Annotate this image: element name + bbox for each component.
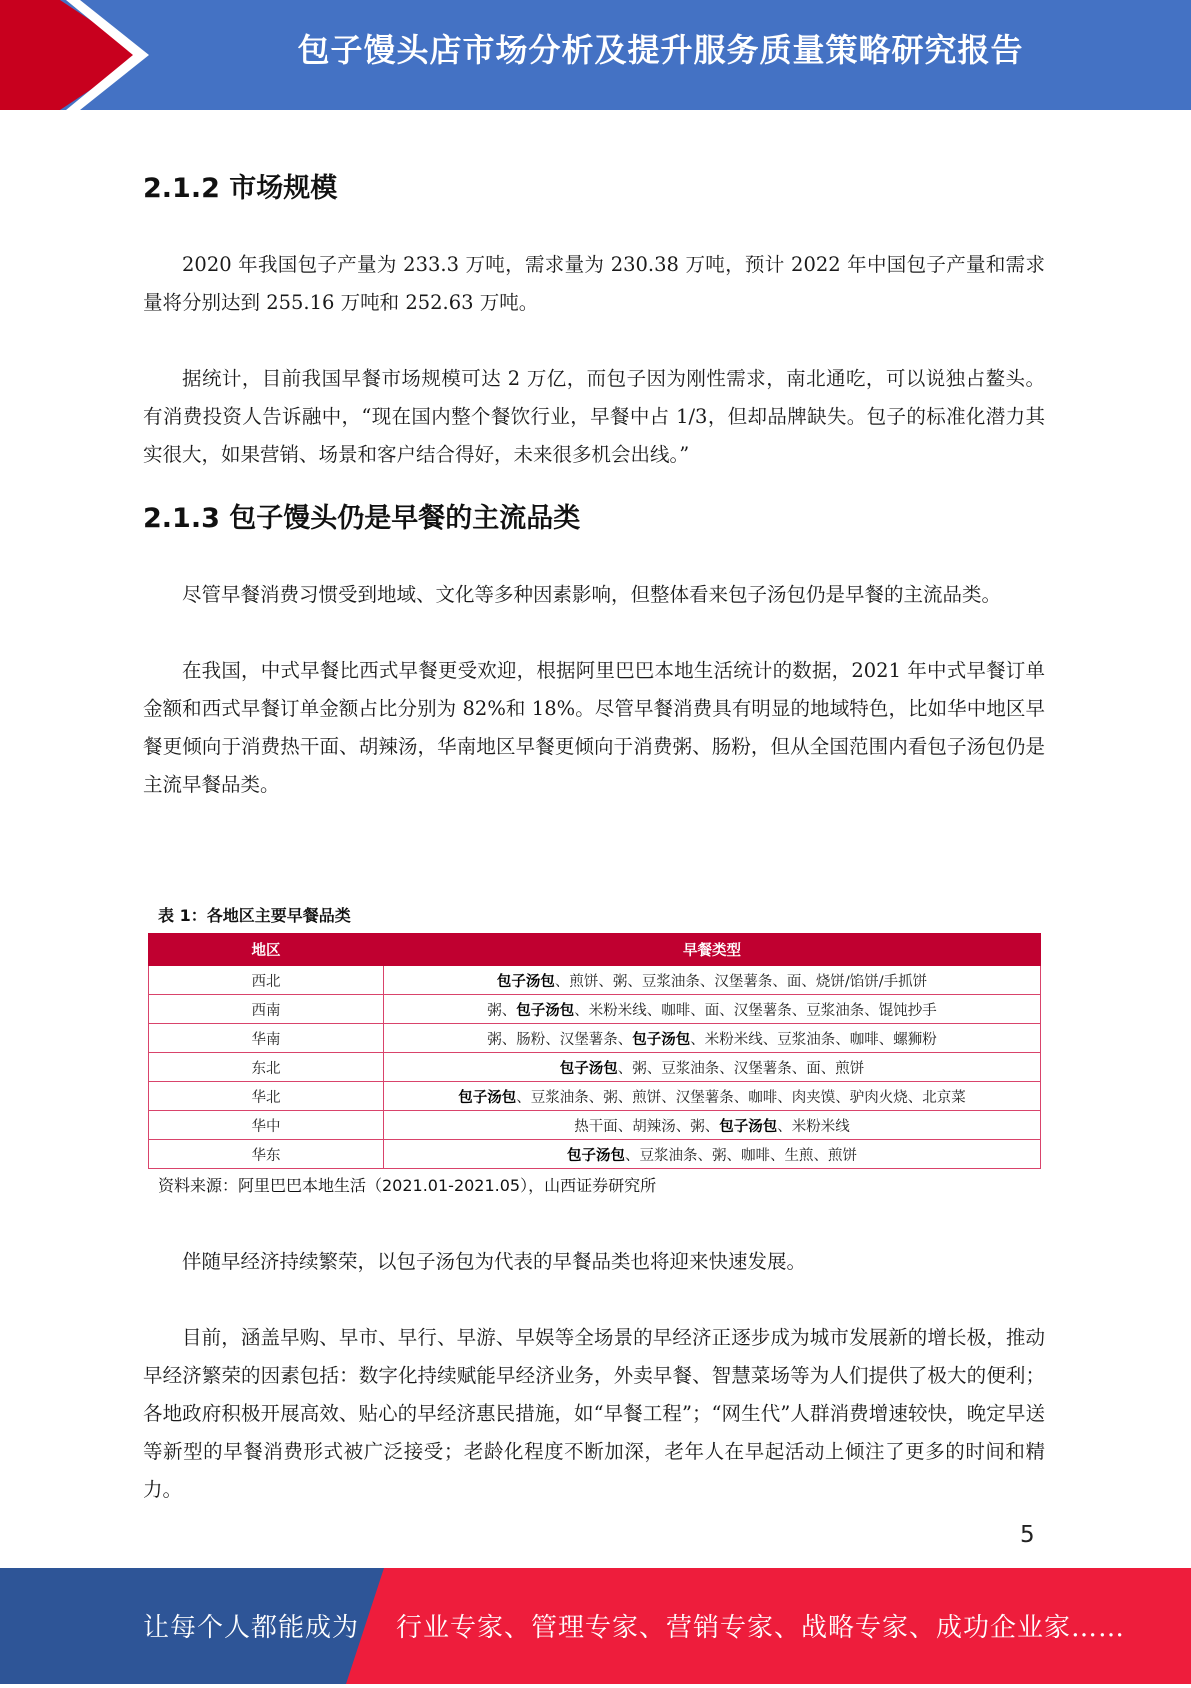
types-highlight: 包子汤包 (632, 1031, 691, 1048)
header-arrow-decoration (0, 0, 160, 110)
types-after: 、豆浆油条、粥、咖啡、生煎、煎饼 (625, 1147, 857, 1164)
table-header-breakfast-type: 早餐类型 (384, 934, 1041, 966)
table-header-row (149, 934, 1041, 966)
paragraph-habits: 尽管早餐消费习惯受到地域、文化等多种因素影响，但整体看来包子汤包仍是早餐的主流品类。 (182, 582, 1002, 606)
section-heading-mainstream-category: 2.1.3 包子馒头仍是早餐的主流品类 (143, 502, 581, 534)
table-cell-types (384, 1024, 1041, 1053)
types-after: 、米粉米线、豆浆油条、咖啡、螺狮粉 (690, 1031, 937, 1048)
table-cell-region: 西北 (149, 966, 384, 995)
table-row (149, 1111, 1041, 1140)
paragraph-morning-economy: 伴随早经济持续繁荣，以包子汤包为代表的早餐品类也将迎来快速发展。 (182, 1250, 807, 1273)
table-cell-types (384, 1140, 1041, 1169)
paragraph-market-scale: 据统计，目前我国早餐市场规模可达 2 万亿，而包子因为刚性需求，南北通吃，可以说独占鳌头。有消费投资人告诉融中，“现在国内整个餐饮行业，早餐中占 1/3，但却品牌缺失。包子的标准化潜力其实很大，如果营销、场景和客户结合得好，未来很多机会出线。” (143, 366, 1045, 466)
table-cell-types (384, 1053, 1041, 1082)
types-highlight: 包子汤包 (458, 1089, 517, 1106)
types-highlight: 包子汤包 (496, 973, 555, 990)
table-row (149, 1140, 1041, 1169)
paragraph-production: 2020 年我国包子产量为 233.3 万吨，需求量为 230.38 万吨，预计 2022 年中国包子产量和需求量将分别达到 255.16 万吨和 252.63 万吨。 (143, 252, 1045, 314)
table-caption: 表 1：各地区主要早餐品类 (158, 906, 351, 925)
paragraph-driving-factors: 目前，涵盖早购、早市、早行、早游、早娱等全场景的早经济正逐步成为城市发展新的增长极，推动早经济繁荣的因素包括：数字化持续赋能早经济业务，外卖早餐、智慧菜场等为人们提供了极大的便利；各地政府积极开展高效、贴心的早经济惠民措施，如“早餐工程”；“网生代”人群消费增速较快，晚定早送等新型的早餐消费形式被广泛接受；老龄化程度不断加深，老年人在早起活动上倾注了更多的时间和精力。 (143, 1326, 1045, 1501)
table-source-note: 资料来源：阿里巴巴本地生活（2021.01-2021.05），山西证券研究所 (158, 1176, 657, 1195)
main-content (143, 160, 1045, 804)
table-cell-types (384, 966, 1041, 995)
page-number: 5 (1020, 1522, 1035, 1548)
table-cell-types (384, 1111, 1041, 1140)
table-cell-types (384, 995, 1041, 1024)
types-highlight: 包子汤包 (719, 1118, 778, 1135)
types-after: 、粥、豆浆油条、汉堡薯条、面、煎饼 (617, 1060, 865, 1077)
table-row (149, 1024, 1041, 1053)
types-before: 热干面、胡辣汤、粥、 (574, 1118, 720, 1135)
types-before: 粥、肠粉、汉堡薯条、 (487, 1031, 633, 1048)
section-heading-market-size: 2.1.2 市场规模 (143, 173, 338, 204)
table-row (149, 995, 1041, 1024)
types-highlight: 包子汤包 (567, 1147, 625, 1164)
footer-slogan-right: 行业专家、管理专家、营销专家、战略专家、成功企业家…… (396, 1613, 1126, 1643)
table-cell-region: 西南 (149, 995, 384, 1024)
table-cell-region: 华北 (149, 1082, 384, 1111)
table-cell-region: 东北 (149, 1053, 384, 1082)
types-highlight: 包子汤包 (559, 1060, 618, 1077)
after-table-content (143, 1243, 1045, 1509)
table-cell-region: 华南 (149, 1024, 384, 1053)
table-row (149, 1053, 1041, 1082)
types-after: 、米粉米线、咖啡、面、汉堡薯条、豆浆油条、馄饨抄手 (574, 1002, 937, 1019)
table-row (149, 966, 1041, 995)
page-header (0, 0, 1191, 110)
table-cell-region: 华中 (149, 1111, 384, 1140)
breakfast-table (148, 933, 1041, 1169)
types-before: 粥、 (487, 1002, 517, 1019)
page-footer (0, 1568, 1191, 1684)
table-cell-region: 华东 (149, 1140, 384, 1169)
report-title: 包子馒头店市场分析及提升服务质量策略研究报告 (297, 31, 1024, 69)
paragraph-chinese-breakfast: 在我国，中式早餐比西式早餐更受欢迎，根据阿里巴巴本地生活统计的数据，2021 年中式早餐订单金额和西式早餐订单金额占比分别为 82%和 18%。尽管早餐消费具有明显的地域特色，比如华中地区早餐更倾向于消费热干面、胡辣汤，华南地区早餐更倾向于消费粥、肠粉，但从全国范围内看包子汤包仍是主流早餐品类。 (143, 658, 1045, 796)
types-after: 、豆浆油条、粥、煎饼、汉堡薯条、咖啡、肉夹馍、驴肉火烧、北京菜 (516, 1089, 966, 1106)
types-after: 、米粉米线 (777, 1118, 850, 1135)
table-row (149, 1082, 1041, 1111)
table-cell-types (384, 1082, 1041, 1111)
types-highlight: 包子汤包 (516, 1002, 575, 1019)
breakfast-table-block (148, 905, 1041, 1196)
types-after: 、煎饼、粥、豆浆油条、汉堡薯条、面、烧饼/馅饼/手抓饼 (554, 973, 928, 990)
footer-slogan-left: 让每个人都能成为 (143, 1613, 360, 1643)
table-header-region: 地区 (149, 934, 384, 966)
